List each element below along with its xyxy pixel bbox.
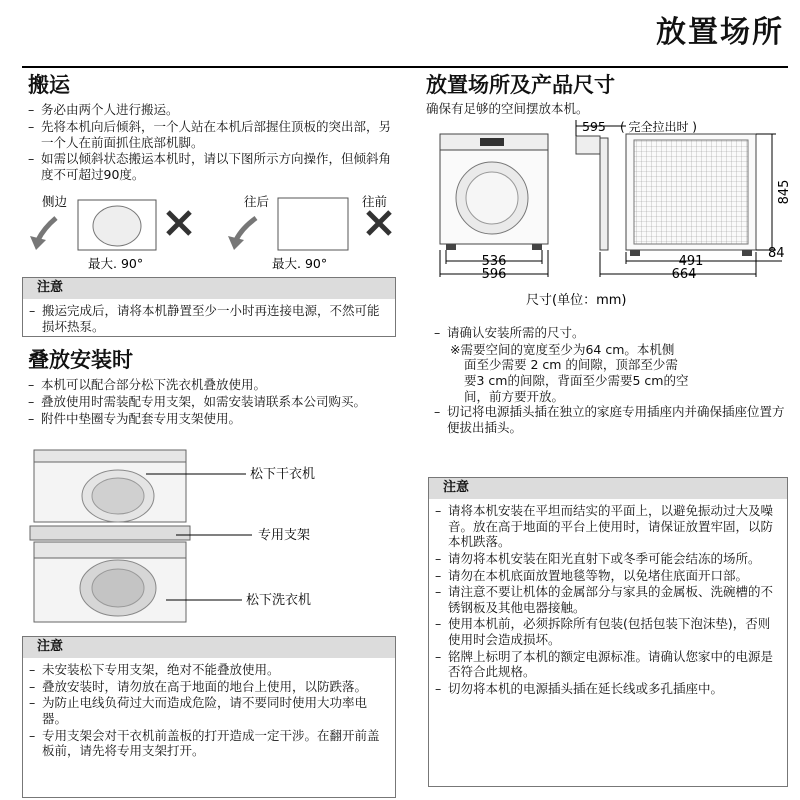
washer-illustration [34, 542, 186, 622]
placement-bullets [434, 325, 786, 341]
note-line: 要3 cm的间隙，背面至少需要5 cm的空 [464, 372, 689, 388]
list-item: – 请勿将本机安装在阳光直射下或冬季可能会结冻的场所。 [435, 551, 781, 567]
arrow-head-icon [228, 236, 244, 250]
list-item: – 使用本机前，必须拆除所有包装(包括包装下泡沫垫)，否则使用时会造成损坏。 [435, 616, 781, 647]
space-requirement-note [434, 342, 786, 405]
note-heading: 注意 [429, 478, 787, 499]
dim-door-depth: 84 [768, 246, 785, 261]
tilt-figure [28, 190, 400, 272]
side-label: 侧边 [42, 194, 68, 209]
transport-section [28, 72, 398, 183]
bracket-label: 专用支架 [258, 528, 311, 543]
note-bullets [23, 658, 395, 764]
note-heading: 注意 [23, 637, 395, 658]
header-rule [22, 66, 788, 68]
list-item: – 叠放使用时需装配专用支架，如需安装请联系本公司购买。 [28, 394, 393, 410]
dryer-label: 松下干衣机 [250, 467, 316, 482]
front-label: 往前 [362, 194, 388, 209]
placement-section [426, 72, 786, 117]
placement-bullets-2 [434, 404, 786, 435]
list-item: – 请勿在本机底面放置地毯等物，以免堵住底面开口部。 [435, 568, 781, 584]
stacking-figure [26, 448, 398, 624]
placement-intro: 确保有足够的空间摆放本机。 [426, 101, 589, 117]
list-item: – 附件中垫圈专为配套专用支架使用。 [28, 411, 393, 427]
list-item: – 务必由两个人进行搬运。 [28, 102, 393, 118]
dim-open-depth: 595 [582, 119, 606, 134]
placement-note-box [428, 477, 788, 787]
dim-height: 845 [777, 179, 792, 205]
front-view-machine [440, 134, 548, 250]
tilt-right-machine [278, 198, 348, 250]
stacking-bullets [28, 377, 393, 426]
dim-depth-body: 491 [678, 254, 704, 269]
note-heading: 注意 [23, 278, 395, 299]
max-angle-left: 最大. 90° [88, 256, 144, 271]
stacking-note-box [22, 636, 396, 798]
side-view-machine [576, 134, 756, 256]
cross-mark-icon [368, 212, 390, 234]
stacking-heading: 叠放安装时 [28, 348, 133, 372]
back-label: 往后 [244, 194, 270, 209]
note-bullets [23, 299, 395, 339]
transport-heading: 搬运 [28, 73, 70, 97]
list-item: – 叠放安装时，请勿放在高于地面的地台上使用，以防跌落。 [29, 679, 389, 695]
note-line: 面至少需要 2 cm 的间隙，顶部至少需 [464, 357, 678, 373]
list-item: – 切勿将本机的电源插头插在延长线或多孔插座中。 [435, 681, 781, 697]
note-line: 间，前方要开放。 [464, 388, 565, 404]
list-item: – 专用支架会对干衣机前盖板的打开造成一定干涉。在翻开前盖板前，请先将专用支架打开。 [29, 728, 389, 759]
cross-mark-icon [168, 212, 190, 234]
curve-arrow-icon [38, 218, 56, 240]
transport-note-box [22, 277, 396, 337]
transport-bullets [28, 102, 393, 182]
page-title: 放置场所 [656, 15, 784, 50]
dim-width-inner: 536 [481, 254, 507, 269]
note-bullets [429, 499, 787, 702]
dimension-figure [426, 116, 796, 312]
list-item: – 请将本机安装在平坦而结实的平面上，以避免振动过大及噪音。放在高于地面的平台上使用时，请保证放置牢固，以防本机跌落。 [435, 503, 781, 550]
placement-text [434, 325, 786, 436]
list-item: – 搬运完成后，请将本机静置至少一小时再连接电源，不然可能损坏热泵。 [29, 303, 389, 334]
list-item: – 请确认安装所需的尺寸。 [434, 325, 786, 341]
list-item: – 为防止电线负荷过大而造成危险，请不要同时使用大功率电器。 [29, 695, 389, 726]
stacking-section [28, 347, 398, 427]
curve-arrow-icon [236, 218, 256, 240]
note-line: ※需要空间的宽度至少为64 cm。本机侧 [450, 341, 675, 357]
max-angle-right: 最大. 90° [272, 256, 328, 271]
placement-heading: 放置场所及产品尺寸 [426, 73, 615, 97]
tilt-left-machine [78, 200, 156, 250]
list-item: – 本机可以配合部分松下洗衣机叠放使用。 [28, 377, 393, 393]
dryer-illustration [34, 450, 186, 522]
arrow-head-icon [30, 236, 46, 250]
dim-depth-total: 664 [671, 267, 697, 282]
bracket-illustration [30, 526, 190, 540]
dim-open-note: ( 完全拉出时 ) [620, 120, 697, 134]
list-item: – 未安装松下专用支架，绝对不能叠放使用。 [29, 662, 389, 678]
washer-label: 松下洗衣机 [246, 593, 312, 608]
list-item: – 切记将电源插头插在独立的家庭专用插座内并确保插座位置方便拔出插头。 [434, 404, 786, 435]
list-item: – 如需以倾斜状态搬运本机时，请以下图所示方向操作，但倾斜角度不可超过90度。 [28, 151, 393, 182]
dim-unit-caption: 尺寸(单位：mm) [526, 293, 627, 308]
list-item: – 铭牌上标明了本机的额定电源标准。请确认您家中的电源是否符合此规格。 [435, 649, 781, 680]
list-item: – 请注意不要让机体的金属部分与家具的金属板、洗碗槽的不锈钢板及其他电器接触。 [435, 584, 781, 615]
dim-width-outer: 596 [481, 267, 507, 282]
list-item: – 先将本机向后倾斜，一个人站在本机后部握住顶板的突出部，另一个人在前面抓住底部机脚。 [28, 119, 393, 150]
